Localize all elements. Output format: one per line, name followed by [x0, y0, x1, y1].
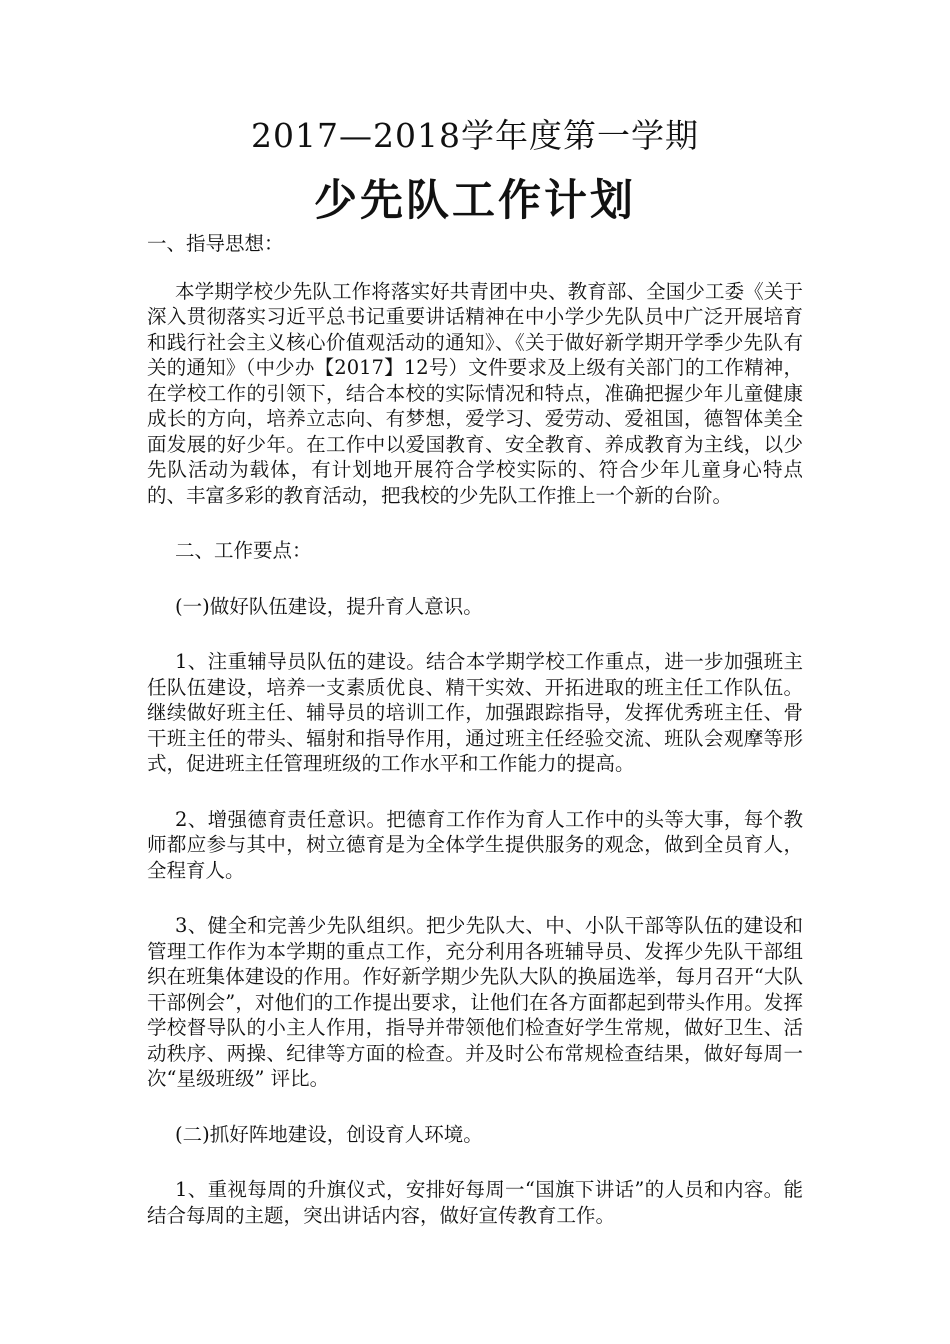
subsection-heading-team-building: (一)做好队伍建设，提升育人意识。: [175, 594, 483, 618]
document-title-term: 2017—2018学年度第一学期: [251, 116, 699, 155]
document-title-main: 少先队工作计划: [314, 176, 636, 226]
section-heading-work-points: 二、工作要点：: [175, 539, 312, 562]
section-heading-guiding-thought: 一、指导思想：: [147, 232, 284, 255]
paragraph-item-pioneer-organization: 3、健全和完善少先队组织。把少先队大、中、小队干部等队伍的建设和管理工作作为本学期的重点工作，充分利用各班辅导员、发挥少先队干部组织在班集体建设的作用。作好新学期少先队大队的换届选举，每月召开“大队干部例会”，对他们的工作提出要求，让他们在各方面都起到带头作用。发挥学校督导队的小主人作用，指导并带领他们检查好学生常规，做好卫生、活动秩序、两操、纪律等方面的检查。并及时公布常规检查结果，做好每周一次“星级班级” 评比。: [147, 914, 803, 1090]
subsection-heading-base-building: (二)抓好阵地建设，创设育人环境。: [175, 1122, 483, 1146]
paragraph-item-counselor-team: 1、注重辅导员队伍的建设。结合本学期学校工作重点，进一步加强班主任队伍建设，培养一支素质优良、精干实效、开拓进取的班主任工作队伍。继续做好班主任、辅导员的培训工作，加强跟踪指导，发挥优秀班主任、骨干班主任的带头、辐射和指导作用，通过班主任经验交流、班队会观摩等形式，促进班主任管理班级的工作水平和工作能力的提高。: [147, 650, 803, 775]
paragraph-item-flag-ceremony: 1、重视每周的升旗仪式，安排好每周一“国旗下讲话”的人员和内容。能结合每周的主题，突出讲话内容，做好宣传教育工作。: [147, 1178, 803, 1227]
document-body: [147, 231, 803, 1228]
paragraph-item-moral-responsibility: 2、增强德育责任意识。把德育工作作为育人工作中的头等大事，每个教师都应参与其中，树立德育是为全体学生提供服务的观念，做到全员育人，全程育人。: [147, 807, 803, 882]
paragraph-guiding-thought: 本学期学校少先队工作将落实好共青团中央、教育部、全国少工委《关于深入贯彻落实习近平总书记重要讲话精神在中小学少先队员中广泛开展培育和践行社会主义核心价值观活动的通知》、《关于做好新学期开学季少先队有关的通知》（中少办【2017】12号）文件要求及上级有关部门的工作精神，在学校工作的引领下，结合本校的实际情况和特点，准确把握少年儿童健康成长的方向，培养立志向、有梦想，爱学习、爱劳动、爱祖国，德智体美全面发展的好少年。在工作中以爱国教育、安全教育、养成教育为主线，以少先队活动为载体，有计划地开展符合学校实际的、符合少年儿童身心特点的、丰富多彩的教育活动，把我校的少先队工作推上一个新的台阶。: [147, 279, 803, 507]
